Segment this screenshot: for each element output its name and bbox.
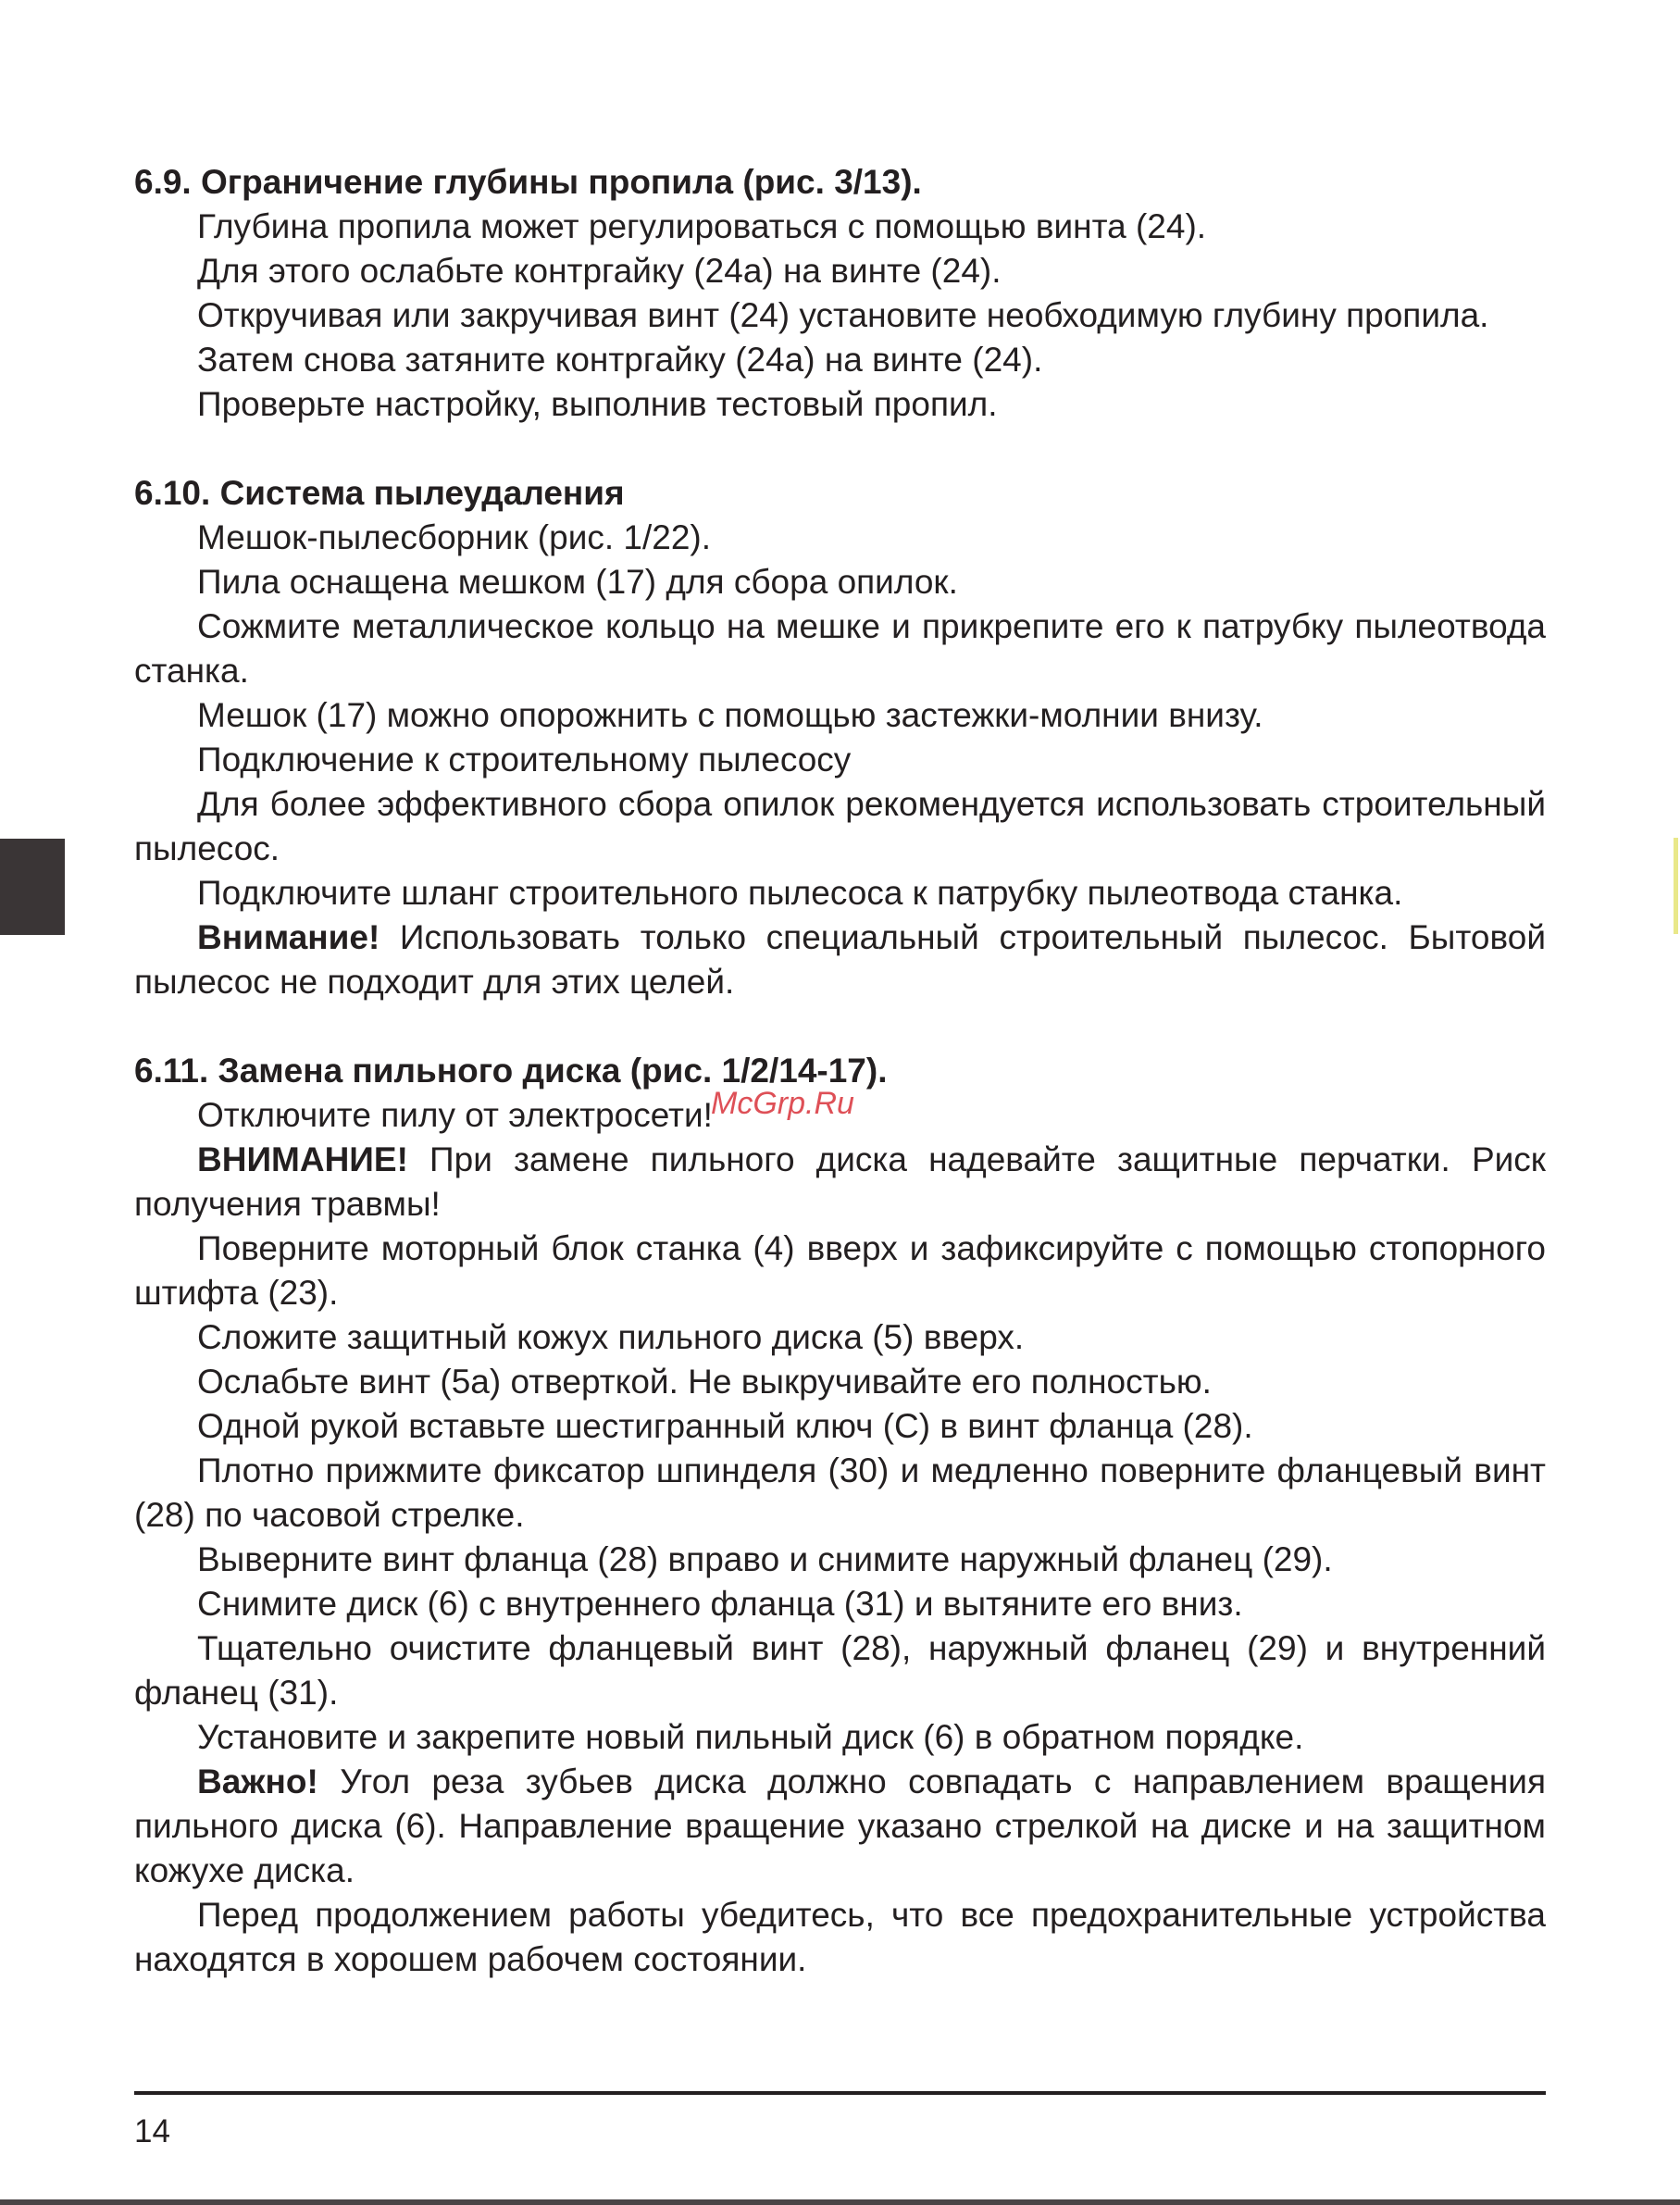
warning-paragraph bbox=[134, 1138, 1546, 1227]
paragraph: Ослабьте винт (5а) отверткой. Не выкручивайте его полностью. bbox=[197, 1363, 1212, 1401]
important-text: Угол реза зубьев диска должно совпадать с направлением вращения пильного диска (6). Направление вращение указано стрелкой на диске и на защитном кожухе диска. bbox=[134, 1763, 1546, 1889]
footer-rule bbox=[134, 2091, 1546, 2095]
bottom-band bbox=[0, 2199, 1680, 2205]
right-edge-mark bbox=[1674, 838, 1678, 934]
warning-label: Внимание! bbox=[197, 918, 380, 956]
important-paragraph bbox=[134, 1760, 1546, 1893]
section-heading: 6.10. Система пылеудаления bbox=[134, 474, 625, 512]
paragraph: Глубина пропила может регулироваться с помощью винта (24). bbox=[197, 207, 1207, 245]
paragraph: Подключение к строительному пылесосу bbox=[197, 741, 852, 779]
page-number: 14 bbox=[134, 2113, 170, 2149]
warning-text: Использовать только специальный строительный пылесос. Бытовой пылесос не подходит для этих целей. bbox=[134, 918, 1546, 1001]
section-6-9 bbox=[134, 160, 1546, 427]
paragraph: Для этого ослабьте контргайку (24а) на винте (24). bbox=[197, 252, 1002, 290]
paragraph: Для более эффективного сбора опилок рекомендуется использовать строительный пылесос. bbox=[134, 785, 1546, 867]
paragraph: Плотно прижмите фиксатор шпинделя (30) и медленно поверните фланцевый винт (28) по часовой стрелке. bbox=[134, 1451, 1546, 1534]
paragraph: Поверните моторный блок станка (4) вверх и зафиксируйте с помощью стопорного штифта (23). bbox=[134, 1229, 1546, 1312]
warning-label: ВНИМАНИЕ! bbox=[197, 1140, 408, 1178]
paragraph: Откручивая или закручивая винт (24) установите необходимую глубину пропила. bbox=[197, 296, 1489, 334]
paragraph: Пила оснащена мешком (17) для сбора опилок. bbox=[197, 563, 958, 601]
paragraph: Снимите диск (6) с внутреннего фланца (31) и вытяните его вниз. bbox=[197, 1585, 1243, 1623]
paragraph: Сожмите металлическое кольцо на мешке и прикрепите его к патрубку пылеотвода станка. bbox=[134, 607, 1546, 690]
paragraph: Одной рукой вставьте шестигранный ключ (С) в винт фланца (28). bbox=[197, 1407, 1253, 1445]
paragraph: Проверьте настройку, выполнив тестовый пропил. bbox=[197, 385, 998, 423]
paragraph: Перед продолжением работы убедитесь, что все предохранительные устройства находятся в хорошем рабочем состоянии. bbox=[134, 1896, 1546, 1978]
section-6-11 bbox=[134, 1049, 1546, 1982]
paragraph: Мешок-пылесборник (рис. 1/22). bbox=[197, 518, 712, 556]
paragraph: Мешок (17) можно опорожнить с помощью застежки-молнии внизу. bbox=[197, 696, 1263, 734]
paragraph: Выверните винт фланца (28) вправо и снимите наружный фланец (29). bbox=[197, 1540, 1333, 1578]
paragraph: Тщательно очистите фланцевый винт (28), наружный фланец (29) и внутренний фланец (31). bbox=[134, 1629, 1546, 1712]
warning-text: При замене пильного диска надевайте защитные перчатки. Риск получения травмы! bbox=[134, 1140, 1546, 1223]
section-side-tab bbox=[0, 839, 65, 935]
paragraph: Затем снова затяните контргайку (24а) на винте (24). bbox=[197, 341, 1043, 379]
warning-paragraph bbox=[134, 916, 1546, 1004]
section-heading: 6.11. Замена пильного диска (рис. 1/2/14-17). bbox=[134, 1052, 888, 1090]
paragraph: Сложите защитный кожух пильного диска (5) вверх. bbox=[197, 1318, 1025, 1356]
watermark: McGrp.Ru bbox=[711, 1086, 854, 1121]
section-6-10 bbox=[134, 471, 1546, 1004]
paragraph: Отключите пилу от электросети! bbox=[197, 1096, 713, 1134]
paragraph: Установите и закрепите новый пильный диск (6) в обратном порядке. bbox=[197, 1718, 1304, 1756]
paragraph: Подключите шланг строительного пылесоса к патрубку пылеотвода станка. bbox=[197, 874, 1403, 912]
section-heading: 6.9. Ограничение глубины пропила (рис. 3/13). bbox=[134, 163, 922, 201]
important-label: Важно! bbox=[197, 1763, 318, 1800]
